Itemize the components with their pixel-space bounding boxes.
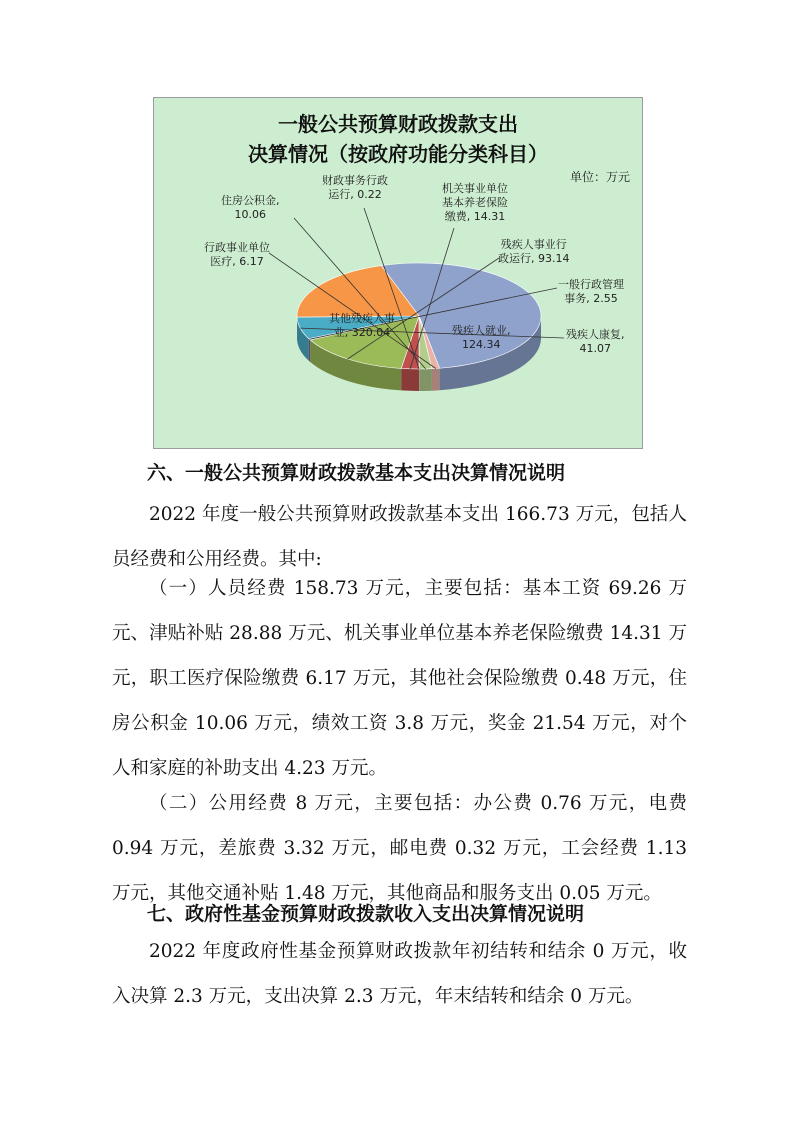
pie-side-4 (401, 368, 419, 391)
section-seven-paragraph-1: 2022 年度政府性基金预算财政拨款年初结转和结余 0 万元，收入决算 2.3 万元，支出决算 2.3 万元，年末结转和结余 0 万元。 (112, 941, 687, 1007)
section-six-paragraph-3: （二）公用经费 8 万元，主要包括：办公费 0.76 万元，电费 0.94 万元，差旅费 3.32 万元，邮电费 0.32 万元，工会经费 1.13 万元，其他交通补贴 1.48 万元，其他商品和服务支出 0.05 万元。 (112, 793, 687, 904)
chart-title-line2: 决算情况（按政府功能分类科目） (248, 142, 548, 166)
slice-label-4: 残疾人事业行 政运行, 93.14 (498, 238, 570, 265)
slice-label-5: 一般行政管理 事务, 2.55 (558, 278, 624, 305)
section-six-paragraph-1: 2022 年度一般公共预算财政拨款基本支出 166.73 万元，包括人员经费和公用经费。其中: (112, 504, 687, 570)
slice-label-2: 行政事业单位 医疗, 6.17 (204, 241, 270, 268)
pie-side-6 (309, 339, 310, 362)
chart-title-line1: 一般公共预算财政拨款支出 (278, 112, 518, 136)
section-six-heading: 六、一般公共预算财政拨款基本支出决算情况说明 (147, 462, 566, 484)
slice-label-3: 机关事业单位 基本养老保险 缴费, 14.31 (442, 182, 508, 223)
slice-label-1: 住房公积金, 10.06 (221, 194, 280, 221)
pie-chart (153, 97, 643, 449)
pie-side-1 (432, 368, 440, 390)
chart-unit: 单位：万元 (569, 170, 630, 184)
slice-label-8: 其他残疾人事 业, 320.04 (329, 312, 395, 339)
slice-label-6: 残疾人康复, 41.07 (566, 328, 625, 355)
pie-side-2 (419, 369, 432, 391)
slice-label-0: 财政事务行政 运行, 0.22 (322, 174, 388, 201)
section-six-paragraph-2: （一）人员经费 158.73 万元，主要包括：基本工资 69.26 万元、津贴补贴 28.88 万元、机关事业单位基本养老保险缴费 14.31 万元，职工医疗保险缴费 6.17 万元，其他社会保险缴费 0.48 万元，住房公积金 10.06 万元，绩效工资 3.8 万元，奖金 21.54 万元，对个人和家庭的补助支出 4.23 万元。 (112, 578, 687, 779)
slice-label-7: 残疾人就业, 124.34 (452, 324, 511, 351)
section-seven-heading: 七、政府性基金预算财政拨款收入支出决算情况说明 (147, 903, 585, 925)
